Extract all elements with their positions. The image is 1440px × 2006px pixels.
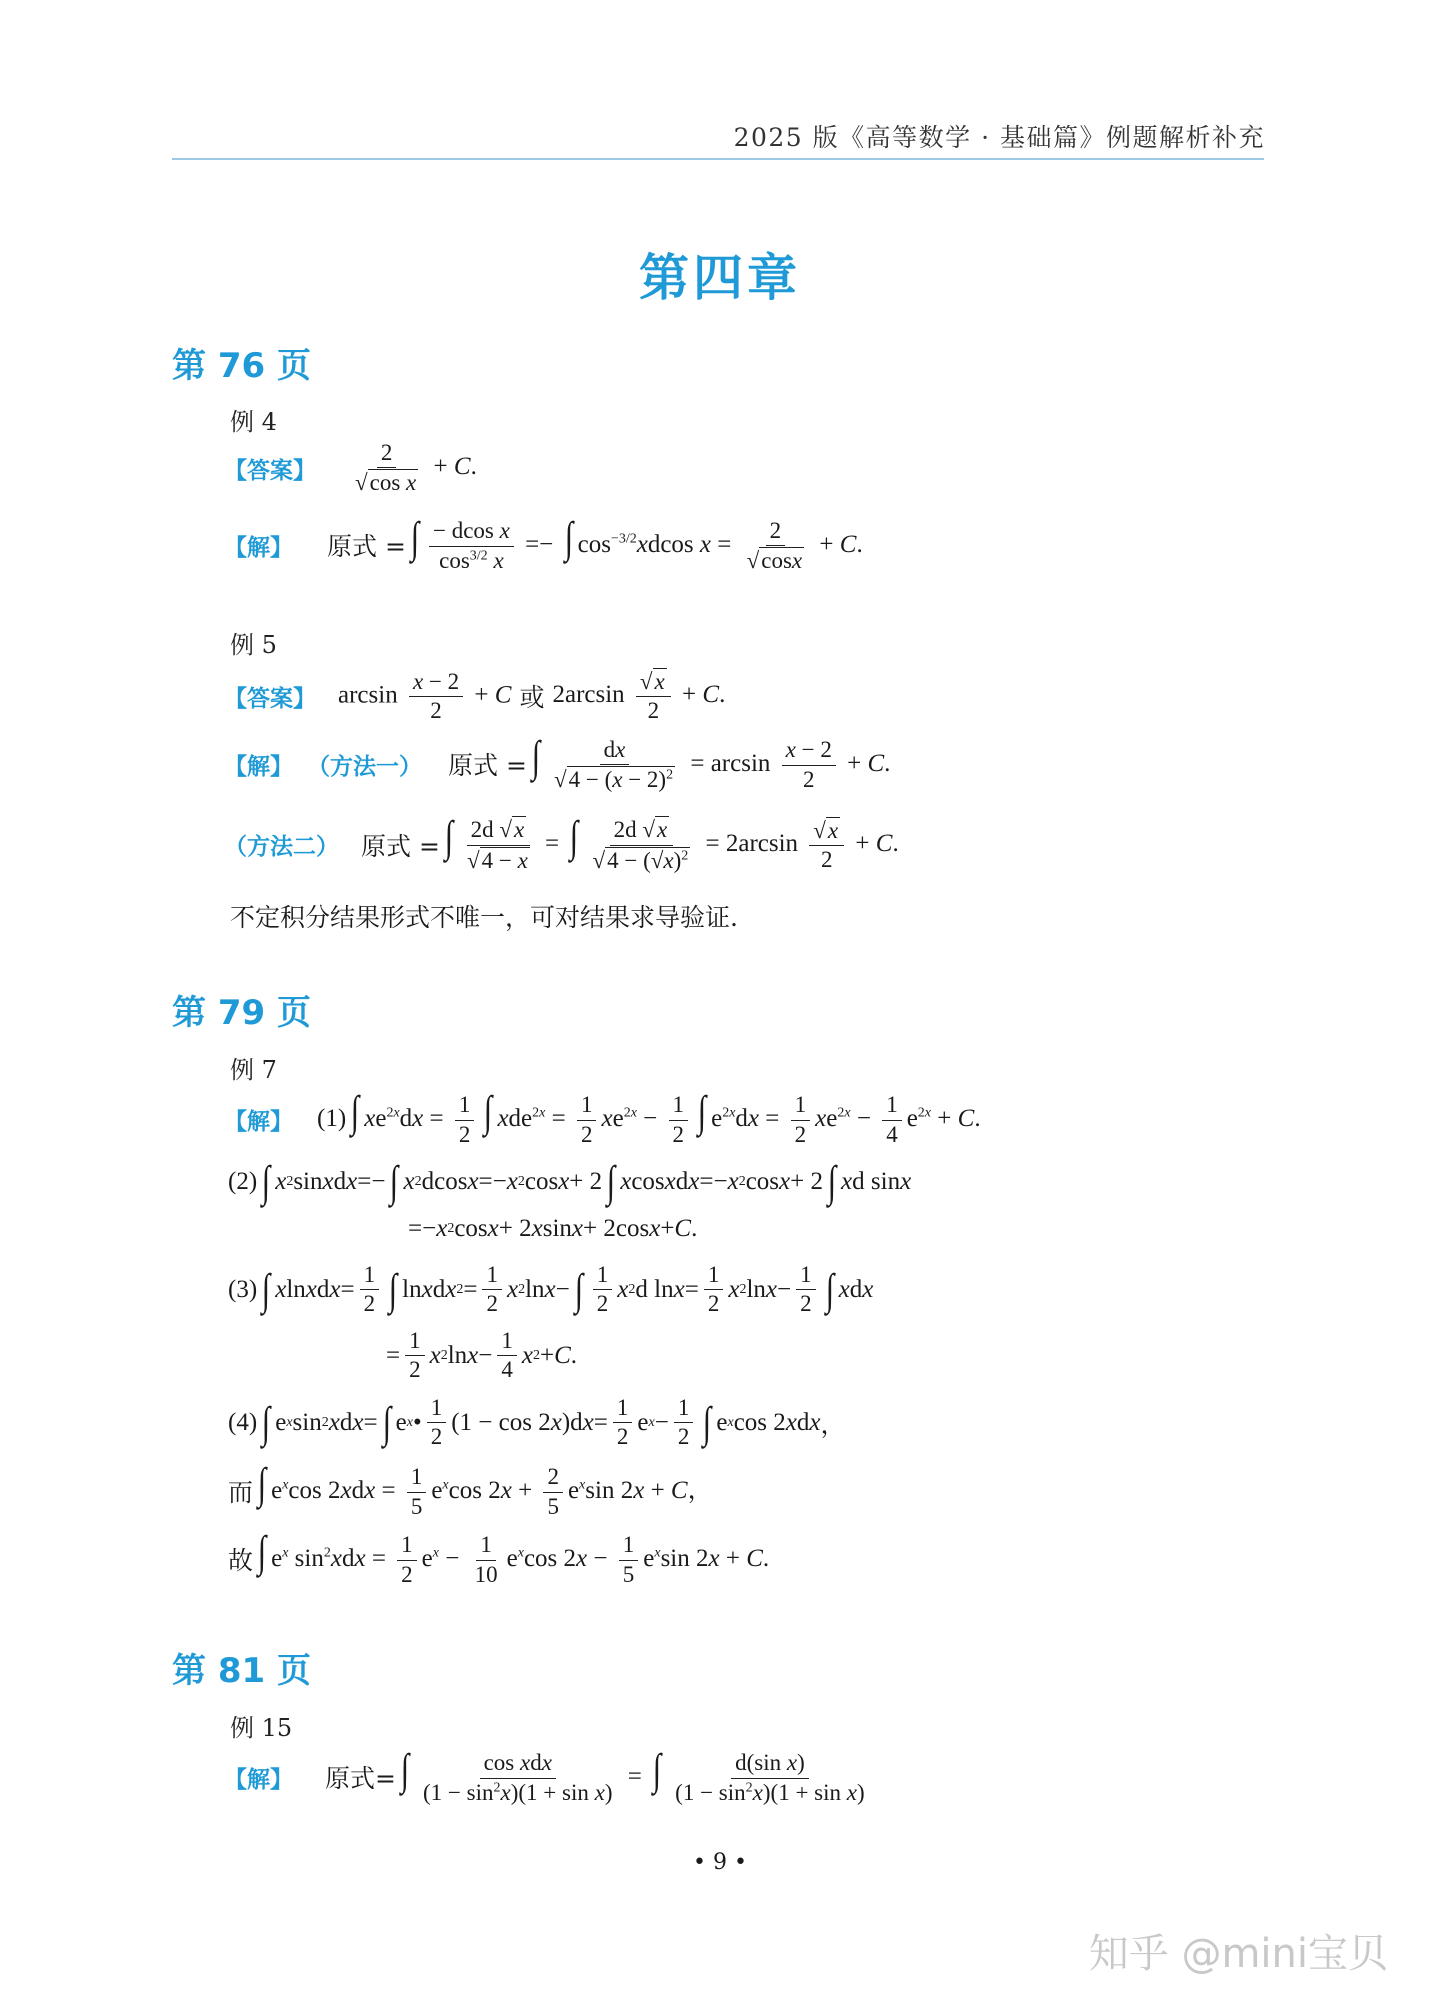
section-title-p79: 第 79 页 bbox=[172, 993, 311, 1033]
answer-line-ex5 bbox=[224, 668, 725, 725]
section-title-p81: 第 81 页 bbox=[172, 1651, 311, 1691]
so-word: 故 bbox=[228, 1546, 254, 1576]
page-number: • 9 • bbox=[693, 1850, 747, 1875]
part2-line-a: (2) ∫ x 2 sin x d x =− ∫ x 2 dcos x =− x 2 cos x + 2 ∫ x cos x d x =− x 2 cos x + 2 ∫ x d sin x bbox=[228, 1157, 912, 1206]
solution-tag: 【解】 bbox=[224, 534, 293, 561]
answer-tag: 【答案】 bbox=[224, 685, 316, 712]
header-rule bbox=[172, 158, 1264, 160]
section-title-p76: 第 76 页 bbox=[172, 346, 311, 386]
solution-tag: 【解】 bbox=[224, 1766, 293, 1793]
solution-tag: 【解】 bbox=[224, 753, 293, 780]
example-label-7: 例 7 bbox=[230, 1056, 277, 1084]
lead-text: 原式 = bbox=[327, 532, 406, 562]
part1-line bbox=[224, 1087, 981, 1148]
answer-line-ex4 bbox=[224, 440, 477, 497]
part3-line-b: = $\frac{1}{2}$ x 2 ln x − $\frac{1}{4}$ x 2 + C . bbox=[386, 1328, 578, 1383]
answer-formula-alt: 2arcsin $\frac{√x}{2}$ + C. bbox=[552, 669, 726, 724]
solution-tag: 【解】 bbox=[224, 1108, 293, 1135]
lead-text: 原式= bbox=[325, 1764, 396, 1794]
method2-tag: （方法二） bbox=[224, 834, 339, 861]
solution-formula: ∫ $\frac{\text{− dcos x}}{\cos^{3/2} x}$ =− ∫ $\cos^{-3/2}xdcos$ x = $\frac{2}{√\cos x}$ + C. bbox=[410, 513, 863, 574]
and-word: 而 bbox=[228, 1478, 254, 1508]
part2-line-b: =− x 2 cos x + 2 x sin x + 2cos x + C . bbox=[408, 1215, 698, 1242]
answer-tag: 【答案】 bbox=[224, 457, 316, 484]
part4-formula-b: ∫ $e^x\cos$ 2xdx = $\frac{1}{5}$ $e^x\cos$ 2x + $\frac{2}{5}$ $e^x\sin$ 2x + C， bbox=[257, 1459, 713, 1519]
method1-line bbox=[224, 732, 891, 794]
part4-line-a: (4) ∫ e x sin 2 x d x = ∫ e x • $\frac{1}{2}$ (1 − cos 2 x )d x = $\frac{1}{2}$ e x − $\frac{1}{2}$ ∫ e x cos 2 x d x ， bbox=[228, 1395, 846, 1450]
part1-formula: (1) ∫ $xe^{2x}dx$ = $\frac{1}{2}$ ∫ xde$^{2x}$ = $\frac{1}{2}$ $xe^{2x}$ − $\frac{1}{2}$ ∫ $e^{2x}dx$ = $\frac{1}{2}$ $xe^{2x}$ − $\frac{1}{4}$ $e^{2x} + C$. bbox=[317, 1087, 981, 1147]
answer-formula: $\frac{2}{\text{√cos x}}$ + C. bbox=[355, 440, 477, 496]
example-label-5: 例 5 bbox=[230, 631, 277, 659]
chapter-title: 第四章 bbox=[639, 249, 801, 307]
ex15-formula: ∫ $\frac{\text{cos xdx}}{(1 - \sin^2x)(1 + \sin x)}$ = ∫ $\frac{\text{d(sin x)}}{(1 - \sin^2x)(1 + \sin x)}$ bbox=[400, 1745, 865, 1805]
answer-formula: arcsin $\frac{x - 2}{2}$ + C bbox=[338, 668, 512, 723]
part4-line-c bbox=[228, 1527, 770, 1588]
lead-text: 原式 = bbox=[448, 751, 527, 781]
solution-line-ex4 bbox=[224, 513, 863, 575]
method1-formula: ∫ $\frac{dx}{√4 - (x - 2)^2}$ = arcsin $\frac{x - 2}{2}$ + C. bbox=[531, 732, 891, 793]
lead-text: 原式 = bbox=[361, 831, 440, 861]
example-label-4: 例 4 bbox=[230, 408, 277, 436]
method2-formula: ∫ $\frac{2d √x}{√4 - x}$ = ∫ $\frac{2d √x}{√4 - (√x)^2}$ = 2arcsin $\frac{√x}{2}$ + C. bbox=[444, 812, 899, 873]
part3-line-a: (3) ∫ x ln x d x = $\frac{1}{2}$ ∫ ln x d x 2 = $\frac{1}{2}$ x 2 ln x − ∫ $\frac{1}{2}$ x 2 d ln x = $\frac{1}{2}$ x 2 ln x − $\frac{1}{2}$ ∫ x d x bbox=[228, 1262, 874, 1317]
example-label-15: 例 15 bbox=[230, 1714, 293, 1742]
method2-line bbox=[224, 812, 899, 874]
solution-line-ex15 bbox=[224, 1745, 874, 1806]
running-header: 2025 版《高等数学 · 基础篇》例题解析补充 bbox=[733, 123, 1265, 152]
part4-line-b bbox=[228, 1459, 713, 1520]
or-word: 或 bbox=[519, 683, 545, 713]
note-text: 不定积分结果形式不唯一，可对结果求导验证. bbox=[230, 903, 738, 932]
watermark: 知乎 @mini宝贝 bbox=[1088, 1931, 1388, 1977]
method1-tag: （方法一） bbox=[307, 753, 422, 780]
part4-formula-c: ∫ $e^x$ $\sin^2xdx$ = $\frac{1}{2}$ $e^x$ − $\frac{1}{10}$ $e^x\cos$ 2x − $\frac{1}{5}$ $e^x\sin$ 2x + C. bbox=[257, 1527, 770, 1587]
